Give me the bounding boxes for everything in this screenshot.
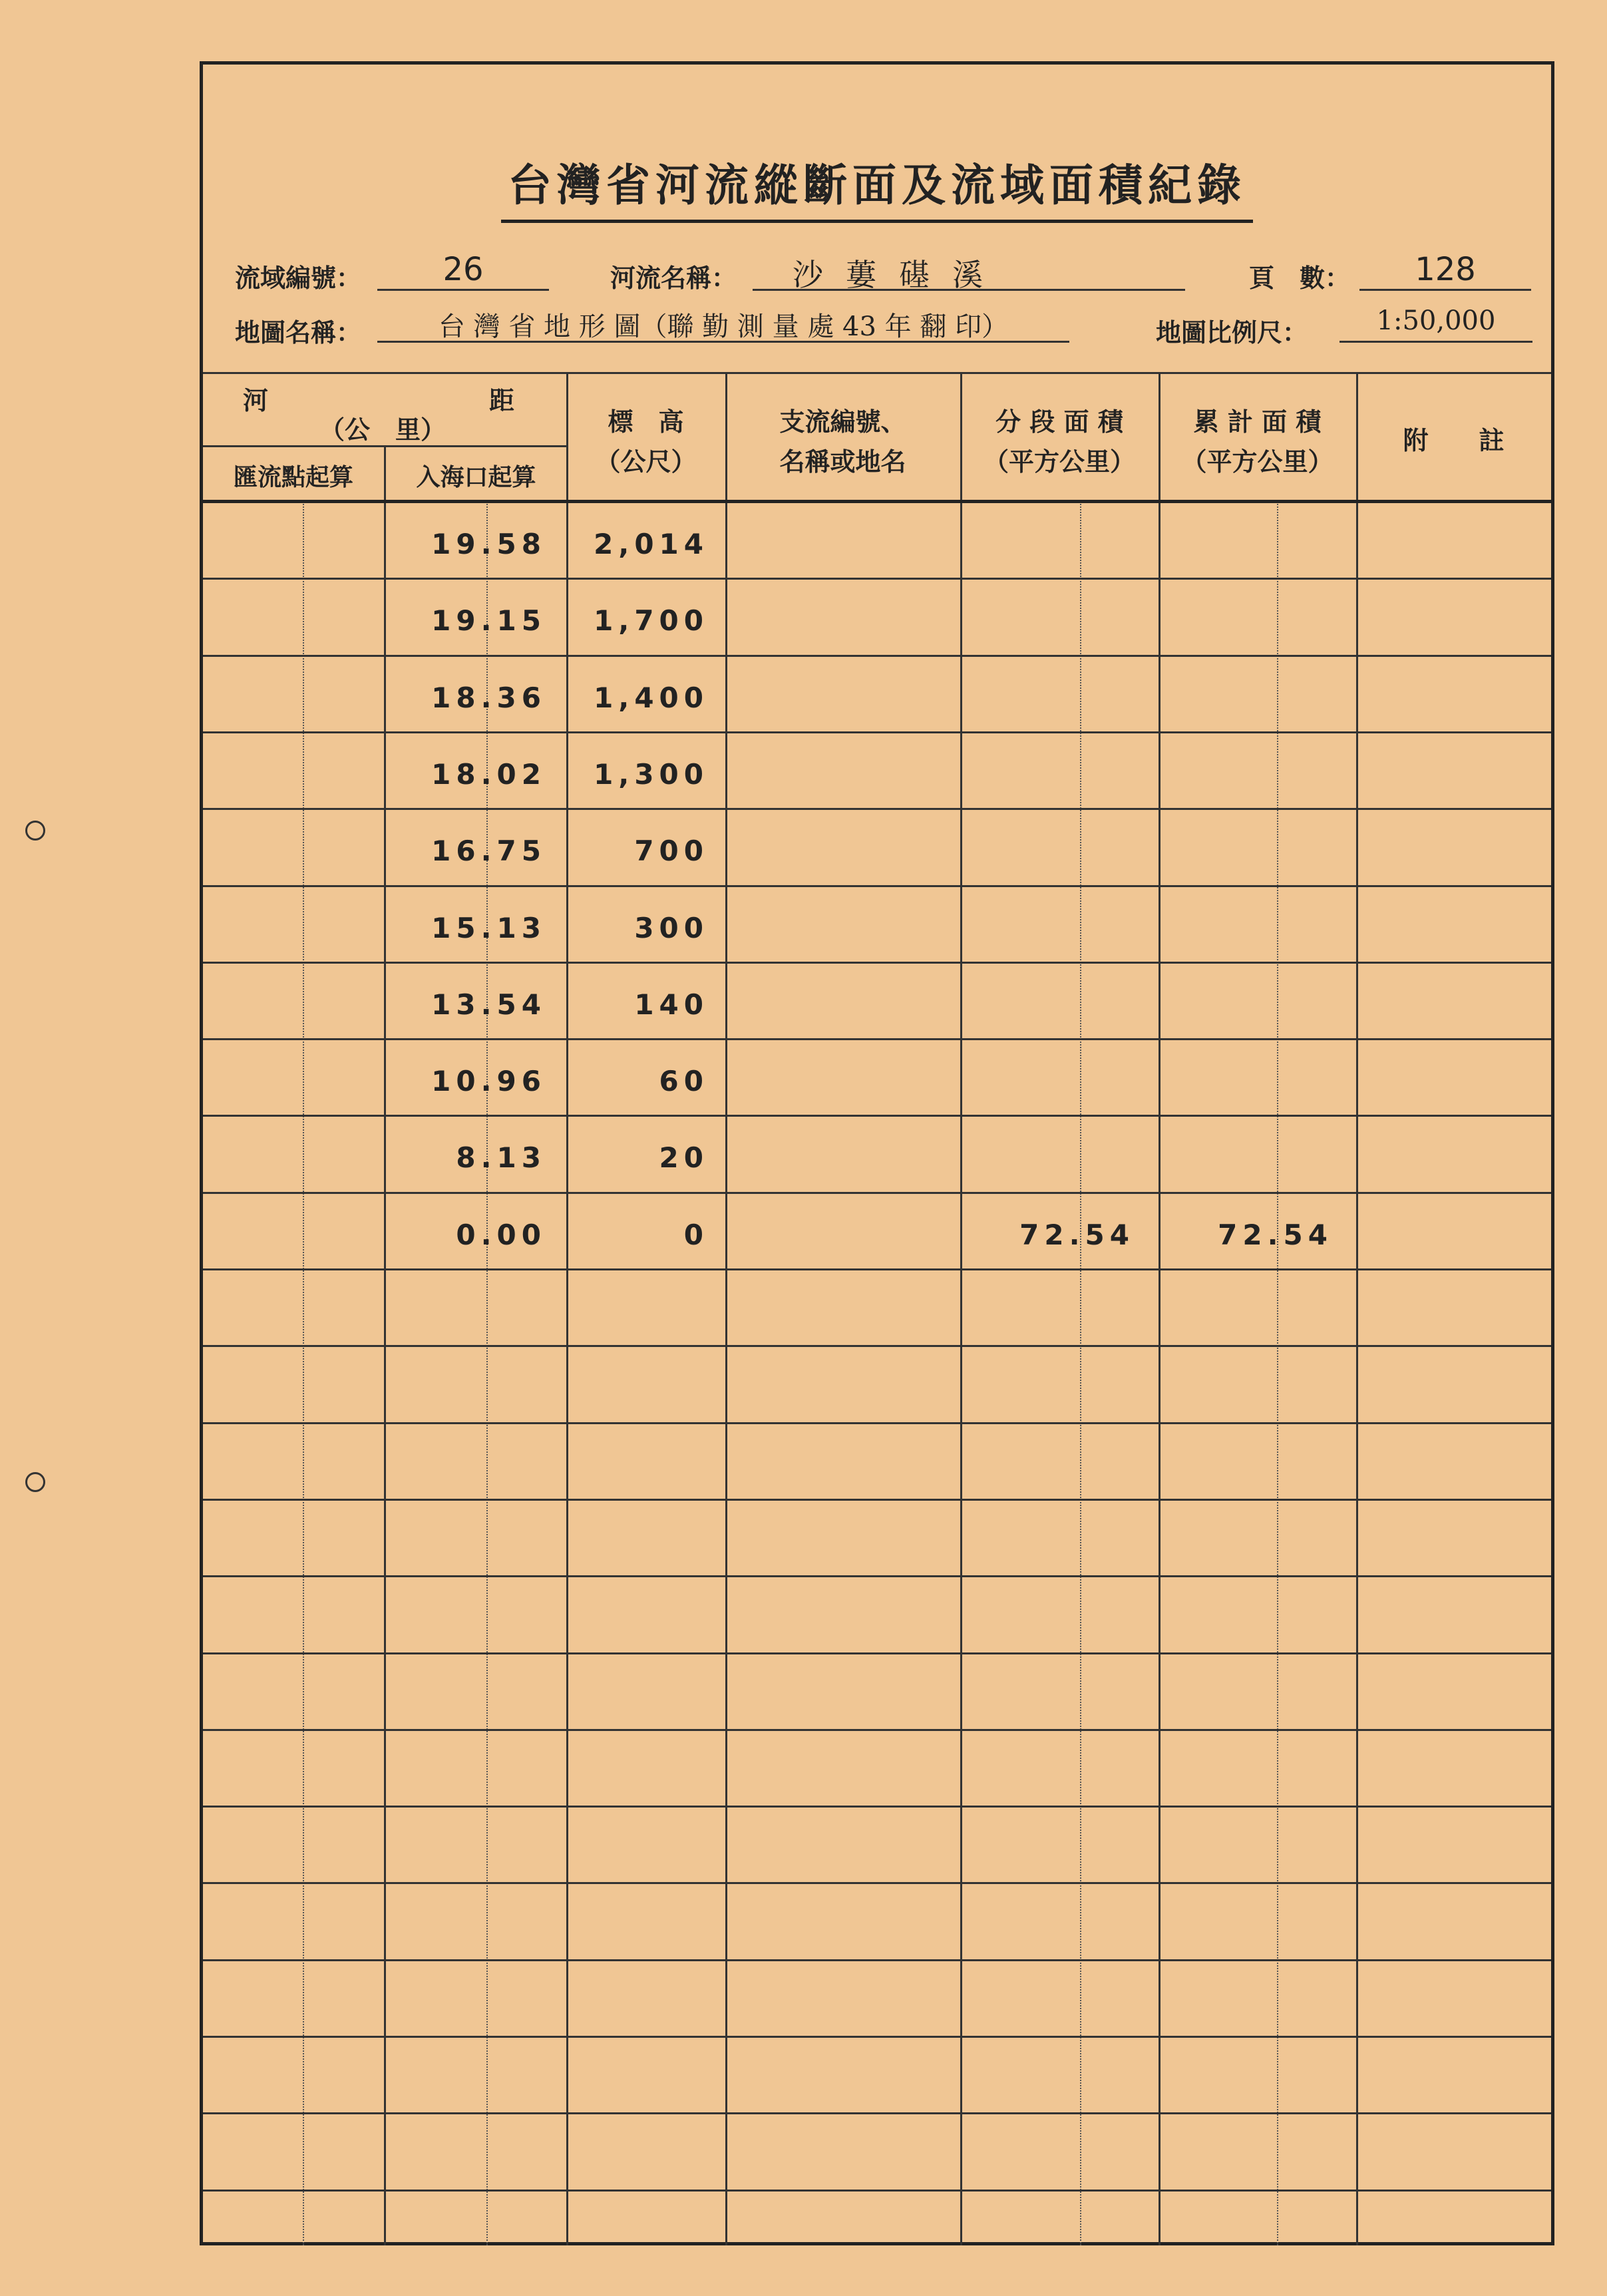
mouth-distance-cell: 19.15 [431, 604, 546, 637]
row-divider [203, 655, 1551, 657]
subcol-dotted-3 [1080, 502, 1081, 2245]
elevation-cell: 0 [683, 1219, 709, 1251]
col-divider-5 [1159, 372, 1161, 2245]
elevation-cell: 1,300 [594, 758, 709, 791]
river-record-form [200, 61, 1554, 2245]
row-divider [203, 578, 1551, 580]
row-divider [203, 1422, 1551, 1424]
row-divider [203, 808, 1551, 810]
header-from-mouth: 入海口起算 [416, 463, 536, 491]
river-name-value: 沙蔞𥕛溪 [753, 251, 1185, 291]
row-divider [203, 1959, 1551, 1961]
page-value: 128 [1359, 251, 1531, 291]
row-divider [203, 2036, 1551, 2038]
row-divider [203, 1038, 1551, 1040]
table-top-border [203, 372, 1551, 374]
basin-no-label: 流域編號： [235, 263, 362, 293]
mouth-distance-cell: 8.13 [456, 1141, 546, 1174]
subcol-dotted-4 [1277, 502, 1278, 2245]
row-divider [203, 2190, 1551, 2192]
map-scale-label: 地圖比例尺： [1156, 317, 1308, 347]
data-table [203, 372, 1551, 2245]
map-name-value: 台 灣 省 地 形 圖（聯 勤 測 量 處 43 年 翻 印） [377, 305, 1069, 343]
header-river-distance-left: 河 [243, 385, 269, 415]
segment-area-cell: 72.54 [1019, 1219, 1135, 1251]
header-tributary-1: 支流編號、 [779, 407, 906, 437]
mouth-distance-cell: 0.00 [456, 1219, 546, 1251]
elevation-cell: 2,014 [594, 528, 709, 560]
mouth-distance-cell: 19.58 [431, 528, 546, 560]
elevation-cell: 1,400 [594, 681, 709, 714]
elevation-cell: 60 [659, 1065, 709, 1097]
punch-hole-lower [25, 1472, 45, 1492]
cumulative-area-cell: 72.54 [1218, 1219, 1333, 1251]
row-divider [203, 1882, 1551, 1884]
row-divider [203, 2112, 1551, 2114]
header-cumulative-area: 累 計 面 積 [1193, 407, 1322, 437]
mouth-distance-cell: 15.13 [431, 912, 546, 944]
mouth-distance-cell: 10.96 [431, 1065, 546, 1097]
mouth-distance-cell: 18.36 [431, 681, 546, 714]
mouth-distance-cell: 18.02 [431, 758, 546, 791]
river-name-label: 河流名稱： [610, 263, 737, 293]
elevation-cell: 300 [634, 912, 709, 944]
form-title: 台灣省河流縱斷面及流域面積紀錄 [203, 150, 1551, 223]
row-divider [203, 1729, 1551, 1731]
header-from-confluence: 匯流點起算 [233, 463, 353, 491]
row-divider [203, 1575, 1551, 1577]
col-divider-6 [1356, 372, 1358, 2245]
basin-no-value: 26 [377, 251, 549, 291]
col-divider-2 [566, 372, 568, 2245]
page-label: 頁 數： [1249, 263, 1351, 293]
header-bottom-border [203, 500, 1551, 503]
mouth-distance-cell: 16.75 [431, 835, 546, 867]
col-divider-4 [960, 372, 962, 2245]
subcol-dotted-1 [303, 502, 304, 2245]
header-river-distance-right: 距 [489, 385, 515, 415]
header-elevation: 標 高 [608, 407, 684, 437]
col-divider-3 [725, 372, 727, 2245]
elevation-cell: 700 [634, 835, 709, 867]
header-remarks: 附 註 [1403, 425, 1505, 455]
elevation-cell: 1,700 [594, 604, 709, 637]
map-scale-value: 1:50,000 [1339, 305, 1532, 343]
elevation-cell: 140 [634, 988, 709, 1021]
elevation-cell: 20 [659, 1141, 709, 1174]
row-divider [203, 1499, 1551, 1501]
header-river-distance-unit: （公 里） [319, 415, 446, 445]
row-divider [203, 885, 1551, 887]
row-divider [203, 1192, 1551, 1194]
row-divider [203, 962, 1551, 964]
row-divider [203, 1268, 1551, 1270]
punch-hole-upper [25, 821, 45, 841]
header-segment-area-unit: （平方公里） [983, 447, 1135, 477]
row-divider [203, 1115, 1551, 1117]
row-divider [203, 1345, 1551, 1347]
header-tributary-2: 名稱或地名 [779, 447, 906, 477]
row-divider [203, 1652, 1551, 1654]
header-segment-area: 分 段 面 積 [995, 407, 1123, 437]
row-divider [203, 731, 1551, 733]
mouth-distance-cell: 13.54 [431, 988, 546, 1021]
header-cumulative-area-unit: （平方公里） [1181, 447, 1334, 477]
row-divider [203, 1806, 1551, 1808]
map-name-label: 地圖名稱： [235, 317, 362, 347]
header-elevation-unit: （公尺） [595, 447, 697, 477]
